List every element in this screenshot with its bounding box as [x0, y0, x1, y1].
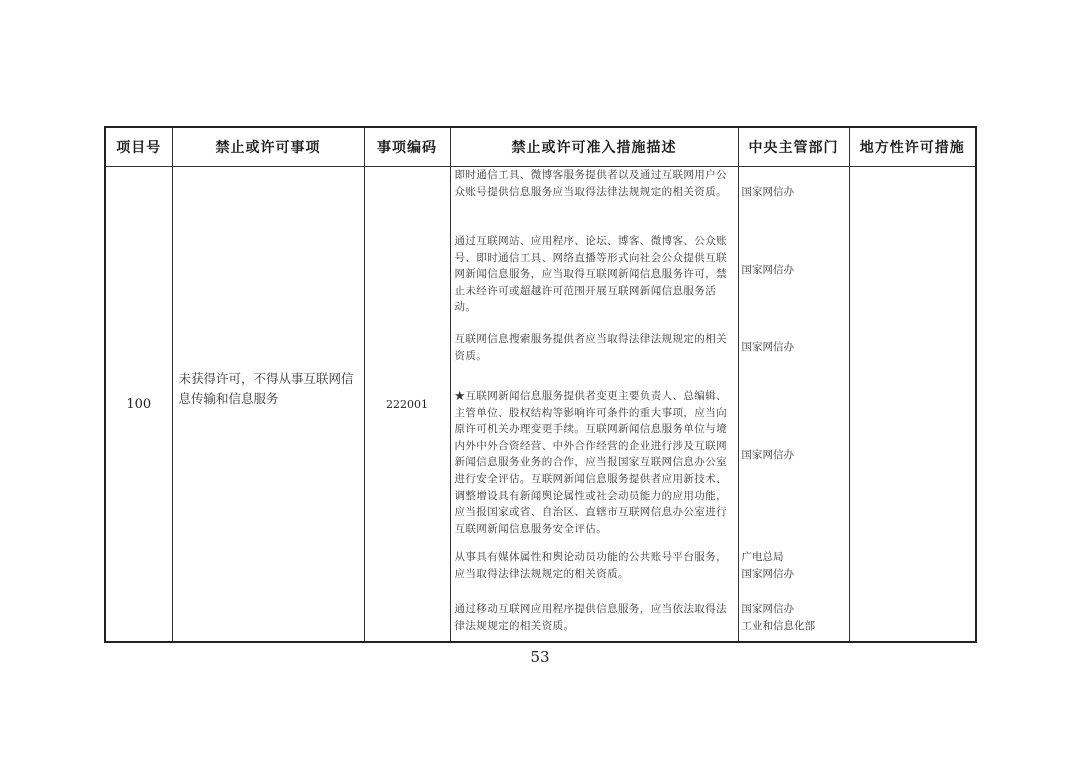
- regulation-table: [104, 126, 977, 643]
- item-number-cell: 100: [105, 167, 172, 643]
- header-local-measures: 地方性许可措施: [849, 127, 976, 167]
- measure-description-2: 通过互联网站、应用程序、论坛、博客、微博客、公众账号、即时通信工具、网络直播等形式向社会公众提供互联网新闻信息服务，应当取得互联网新闻信息服务许可，禁止未经许可或超越许可范围开展互联网新闻信息服务活动。: [454, 235, 727, 314]
- table-header-row: [105, 127, 976, 167]
- department-5a: 广电总局: [741, 551, 784, 563]
- header-item-name: 禁止或许可事项: [172, 127, 364, 167]
- department-2: 国家网信办: [741, 264, 794, 276]
- central-department-cell: [738, 167, 849, 643]
- header-central-department: 中央主管部门: [738, 127, 849, 167]
- measure-description-1: 即时通信工具、微博客服务提供者以及通过互联网用户公众账号提供信息服务应当取得法律法规规定的相关资质。: [454, 169, 727, 198]
- department-4: 国家网信办: [741, 449, 794, 461]
- measure-description-6: 通过移动互联网应用程序提供信息服务，应当依法取得法律法规规定的相关资质。: [454, 603, 727, 632]
- page-number: 53: [530, 648, 550, 666]
- header-item-code: 事项编码: [364, 127, 450, 167]
- department-5b: 国家网信办: [741, 568, 794, 580]
- measure-description-5: 从事具有媒体属性和舆论动员功能的公共账号平台服务，应当取得法律法规规定的相关资质。: [454, 551, 727, 580]
- department-6a: 国家网信办: [741, 603, 794, 615]
- measure-description-4: ★互联网新闻信息服务提供者变更主要负责人、总编辑、主管单位、股权结构等影响许可条件的重大事项，应当向原许可机关办理变更手续。互联网新闻信息服务单位与境内外中外合资经营、中外合作经营的企业进行涉及互联网新闻信息服务业务的合作，应当报国家互联网信息办公室进行安全评估。互联网新闻信息服务提供者应用新技术、调整增设具有新闻舆论属性或社会动员能力的应用功能，应当报国家或省、自治区、直辖市互联网信息办公室进行互联网新闻信息服务安全评估。: [454, 390, 727, 535]
- header-item-number: 项目号: [105, 127, 172, 167]
- department-3: 国家网信办: [741, 341, 794, 353]
- measure-description-cell: [450, 167, 738, 643]
- item-name-cell: 未获得许可，不得从事互联网信息传输和信息服务: [172, 167, 364, 643]
- local-measures-cell: [849, 167, 976, 643]
- measure-description-3: 互联网信息搜索服务提供者应当取得法律法规规定的相关资质。: [454, 333, 727, 362]
- table-row: [105, 167, 976, 643]
- item-code-cell: 222001: [364, 167, 450, 643]
- department-1: 国家网信办: [741, 186, 794, 198]
- department-6b: 工业和信息化部: [741, 620, 815, 632]
- header-measure-description: 禁止或许可准入措施描述: [450, 127, 738, 167]
